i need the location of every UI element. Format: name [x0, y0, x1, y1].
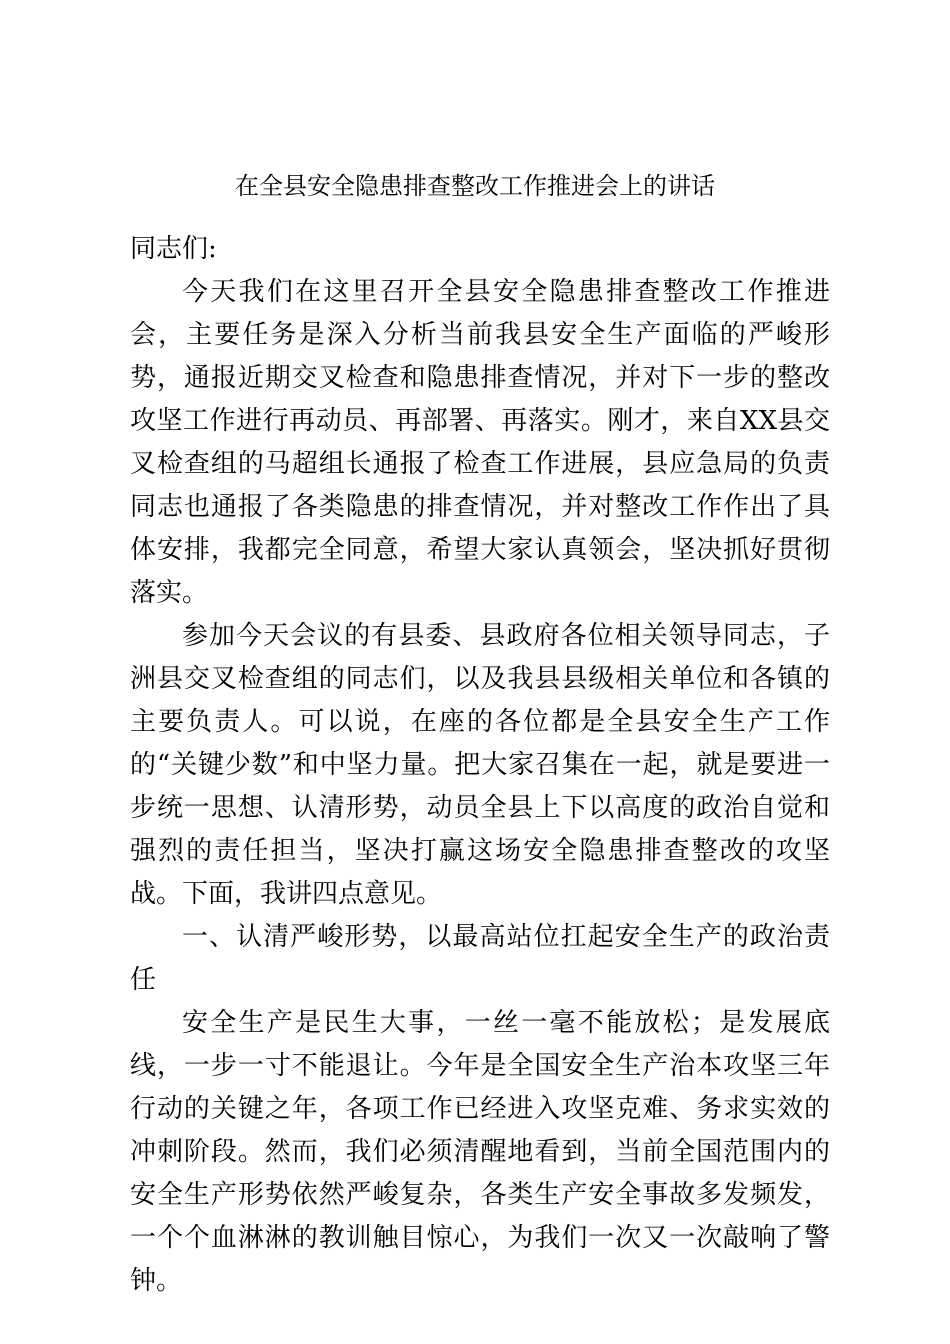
document-title: 在全县安全隐患排查整改工作推进会上的讲话 — [235, 172, 715, 200]
paragraph-section-1: 安全生产是民生大事，一丝一毫不能放松；是发展底线，一步一寸不能退让。今年是全国安全生产治本攻坚三年行动的关键之年，各项工作已经进入攻坚克难、务求实效的冲刺阶段。然而，我们必须清醒地看到，当前全国范围内的安全生产形势依然严峻复杂，各类生产安全事故多发频发，一个个血淋淋的教训触目惊心，为我们一次又一次敲响了警钟。 — [130, 1008, 830, 1296]
section-heading-1: 一、认清严峻形势，以最高站位扛起安全生产的政治责任 — [130, 922, 830, 995]
paragraph-opening: 今天我们在这里召开全县安全隐患排查整改工作推进会，主要任务是深入分析当前我县安全生产面临的严峻形势，通报近期交叉检查和隐患排查情况，并对下一步的整改攻坚工作进行再动员、再部署、再落实。刚才，来自XX县交叉检查组的马超组长通报了检查工作进展，县应急局的负责同志也通报了各类隐患的排查情况，并对整改工作作出了具体安排，我都完全同意，希望大家认真领会，坚决抓好贯彻落实。 — [130, 277, 830, 608]
salutation: 同志们: — [130, 234, 217, 264]
paragraph-attendees: 参加今天会议的有县委、县政府各位相关领导同志，子洲县交叉检查组的同志们，以及我县县级相关单位和各镇的主要负责人。可以说，在座的各位都是全县安全生产工作的“关键少数”和中坚力量。把大家召集在一起，就是要进一步统一思想、认清形势，动员全县上下以高度的政治自觉和强烈的责任担当，坚决打赢这场安全隐患排查整改的攻坚战。下面，我讲四点意见。 — [130, 621, 830, 909]
document-body — [130, 228, 830, 1303]
